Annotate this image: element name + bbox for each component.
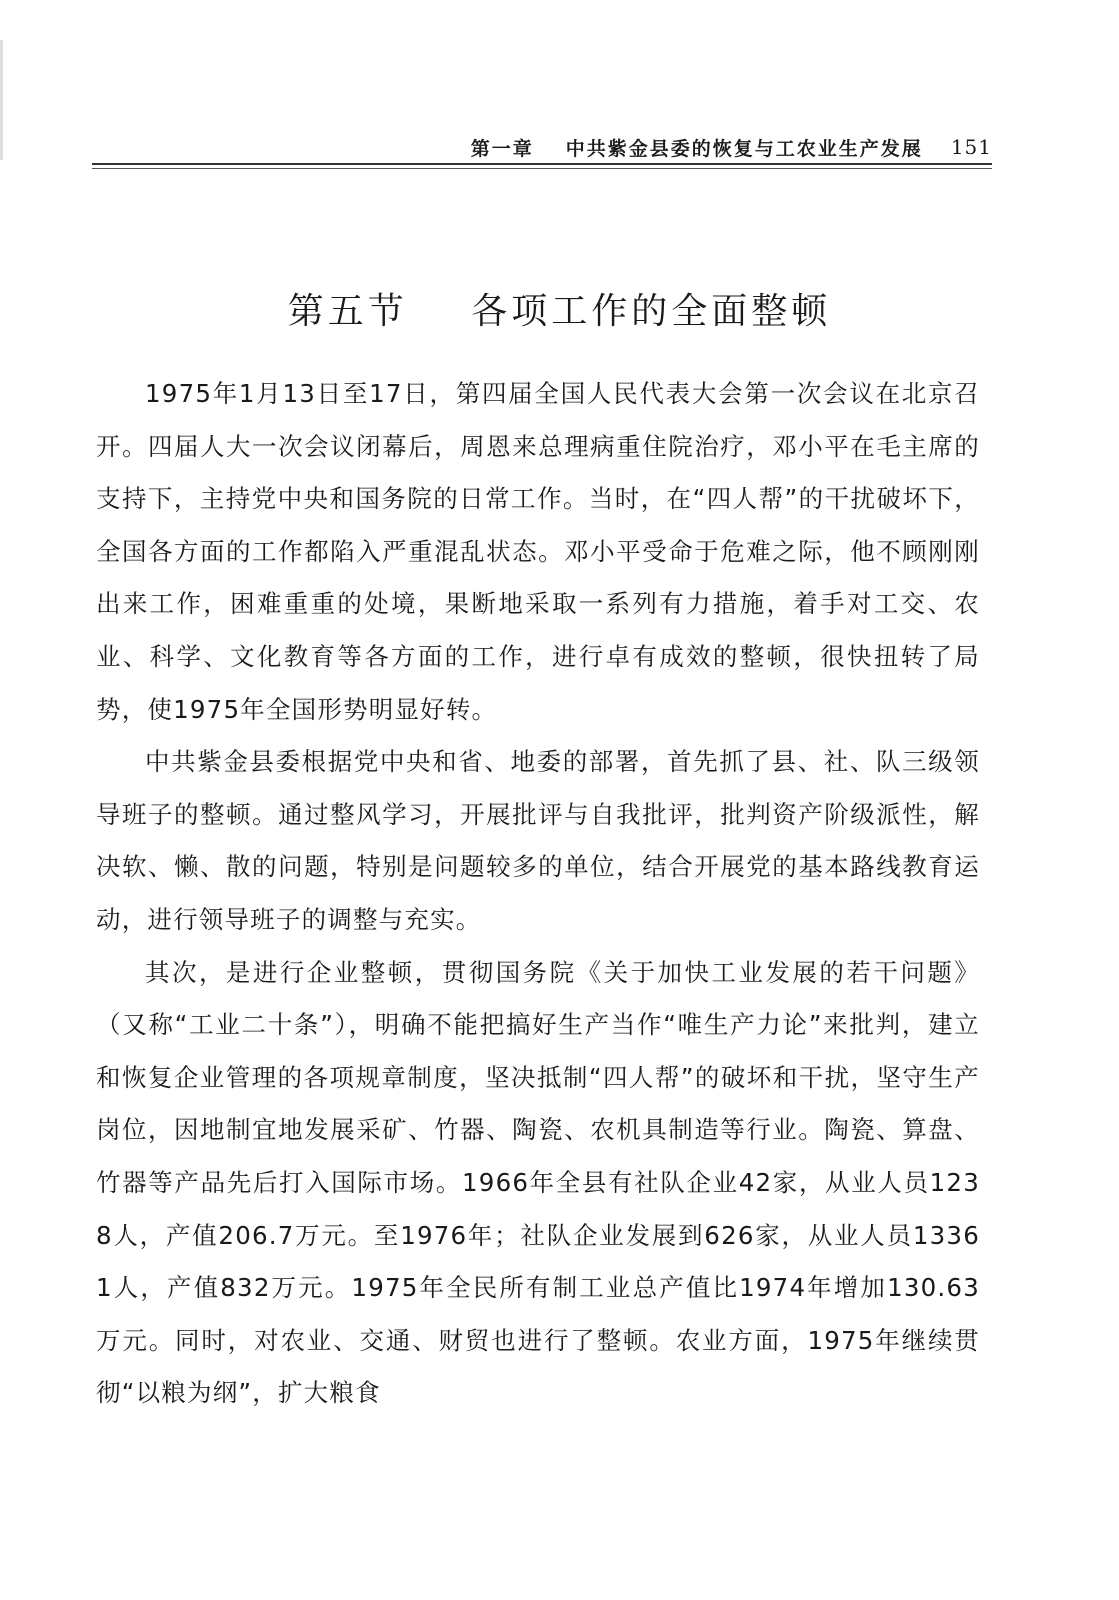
section-heading: [0, 283, 1119, 334]
body-text: [96, 368, 980, 1420]
header-rule-thin: [92, 168, 992, 169]
section-number: 第五节: [287, 291, 408, 332]
section-title: 各项工作的全面整顿: [471, 291, 832, 332]
paragraph: 其次，是进行企业整顿，贯彻国务院《关于加快工业发展的若干问题》（又称“工业二十条”），明确不能把搞好生产当作“唯生产力论”来批判，建立和恢复企业管理的各项规章制度，坚决抵制“四人帮”的破坏和干扰，坚守生产岗位，因地制宜地发展采矿、竹器、陶瓷、农机具制造等行业。陶瓷、算盘、竹器等产品先后打入国际市场。1966年全县有社队企业42家，从业人员1238人，产值206.7万元。至1976年；社队企业发展到626家，从业人员13361人，产值832万元。1975年全民所有制工业总产值比1974年增加130.63万元。同时，对农业、交通、财贸也进行了整顿。农业方面，1975年继续贯彻“以粮为纲”，扩大粮食: [96, 957, 980, 1408]
running-header: [92, 130, 992, 164]
page-number: 151: [950, 135, 992, 159]
scan-margin-mark: [0, 40, 3, 160]
header-rule-thick: [92, 163, 992, 165]
paragraph: 中共紫金县委根据党中央和省、地委的部署，首先抓了县、社、队三级领导班子的整顿。通过整风学习，开展批评与自我批评，批判资产阶级派性，解决软、懒、散的问题，特别是问题较多的单位，结合开展党的基本路线教育运动，进行领导班子的调整与充实。: [96, 747, 980, 934]
chapter-label: 第一章: [470, 137, 534, 160]
chapter-title: 中共紫金县委的恢复与工农业生产发展: [565, 137, 923, 160]
paragraph: 1975年1月13日至17日，第四届全国人民代表大会第一次会议在北京召开。四届人大一次会议闭幕后，周恩来总理病重住院治疗，邓小平在毛主席的支持下，主持党中央和国务院的日常工作。当时，在“四人帮”的干扰破坏下，全国各方面的工作都陷入严重混乱状态。邓小平受命于危难之际，他不顾刚刚出来工作，困难重重的处境，果断地采取一系列有力措施，着手对工交、农业、科学、文化教育等各方面的工作，进行卓有成效的整顿，很快扭转了局势，使1975年全国形势明显好转。: [96, 379, 980, 724]
